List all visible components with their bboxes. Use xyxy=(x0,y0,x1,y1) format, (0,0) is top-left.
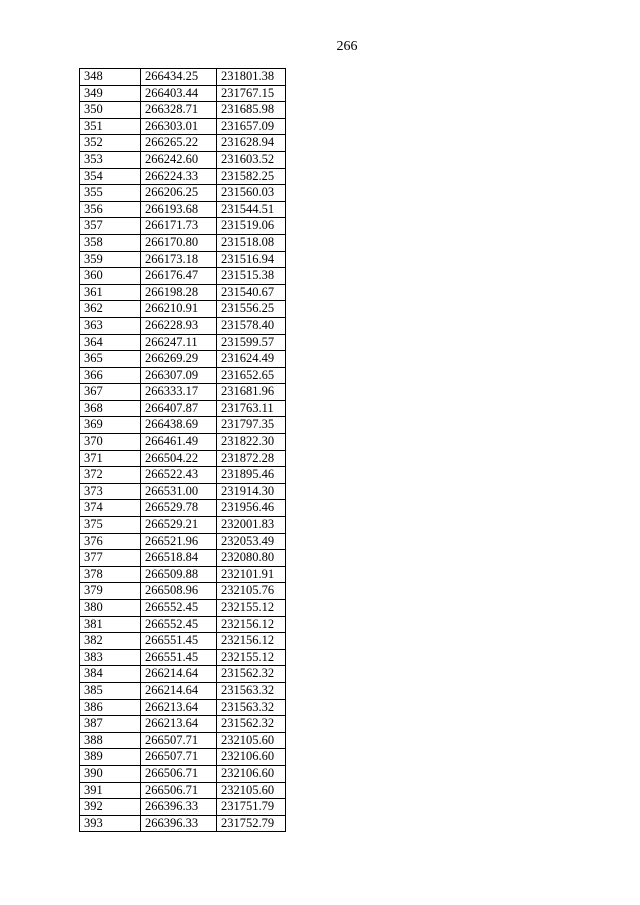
table-row xyxy=(80,600,286,617)
point-number-cell: 376 xyxy=(80,533,141,550)
point-number-cell: 381 xyxy=(80,616,141,633)
point-number-cell: 358 xyxy=(80,234,141,251)
x-coordinate-cell: 266522.43 xyxy=(141,467,217,484)
table-row xyxy=(80,500,286,517)
y-coordinate-cell: 231895.46 xyxy=(217,467,286,484)
point-number-cell: 350 xyxy=(80,102,141,119)
point-number-cell: 364 xyxy=(80,334,141,351)
x-coordinate-cell: 266506.71 xyxy=(141,765,217,782)
y-coordinate-cell: 232053.49 xyxy=(217,533,286,550)
y-coordinate-cell: 231801.38 xyxy=(217,69,286,86)
y-coordinate-cell: 232156.12 xyxy=(217,616,286,633)
x-coordinate-cell: 266328.71 xyxy=(141,102,217,119)
x-coordinate-cell: 266193.68 xyxy=(141,201,217,218)
table-row xyxy=(80,417,286,434)
point-number-cell: 392 xyxy=(80,799,141,816)
x-coordinate-cell: 266529.21 xyxy=(141,517,217,534)
x-coordinate-cell: 266170.80 xyxy=(141,234,217,251)
x-coordinate-cell: 266529.78 xyxy=(141,500,217,517)
x-coordinate-cell: 266213.64 xyxy=(141,699,217,716)
point-number-cell: 357 xyxy=(80,218,141,235)
point-number-cell: 356 xyxy=(80,201,141,218)
point-number-cell: 371 xyxy=(80,450,141,467)
table-row xyxy=(80,118,286,135)
y-coordinate-cell: 231599.57 xyxy=(217,334,286,351)
y-coordinate-cell: 231560.03 xyxy=(217,185,286,202)
y-coordinate-cell: 231751.79 xyxy=(217,799,286,816)
table-row xyxy=(80,234,286,251)
x-coordinate-cell: 266407.87 xyxy=(141,400,217,417)
x-coordinate-cell: 266214.64 xyxy=(141,682,217,699)
x-coordinate-cell: 266507.71 xyxy=(141,749,217,766)
table-row xyxy=(80,517,286,534)
table-row xyxy=(80,566,286,583)
point-number-cell: 391 xyxy=(80,782,141,799)
table-row xyxy=(80,782,286,799)
y-coordinate-cell: 232101.91 xyxy=(217,566,286,583)
point-number-cell: 384 xyxy=(80,666,141,683)
x-coordinate-cell: 266531.00 xyxy=(141,483,217,500)
x-coordinate-cell: 266173.18 xyxy=(141,251,217,268)
table-row xyxy=(80,400,286,417)
x-coordinate-cell: 266504.22 xyxy=(141,450,217,467)
table-row xyxy=(80,317,286,334)
y-coordinate-cell: 231578.40 xyxy=(217,317,286,334)
x-coordinate-cell: 266551.45 xyxy=(141,649,217,666)
point-number-cell: 379 xyxy=(80,583,141,600)
point-number-cell: 354 xyxy=(80,168,141,185)
x-coordinate-cell: 266518.84 xyxy=(141,550,217,567)
y-coordinate-cell: 231752.79 xyxy=(217,815,286,832)
table-row xyxy=(80,218,286,235)
table-row xyxy=(80,533,286,550)
y-coordinate-cell: 231763.11 xyxy=(217,400,286,417)
y-coordinate-cell: 231515.38 xyxy=(217,268,286,285)
table-row xyxy=(80,201,286,218)
y-coordinate-cell: 231822.30 xyxy=(217,434,286,451)
point-number-cell: 349 xyxy=(80,85,141,102)
point-number-cell: 353 xyxy=(80,151,141,168)
x-coordinate-cell: 266508.96 xyxy=(141,583,217,600)
x-coordinate-cell: 266206.25 xyxy=(141,185,217,202)
x-coordinate-cell: 266242.60 xyxy=(141,151,217,168)
table-row xyxy=(80,135,286,152)
y-coordinate-cell: 231797.35 xyxy=(217,417,286,434)
table-row xyxy=(80,69,286,86)
y-coordinate-cell: 232080.80 xyxy=(217,550,286,567)
x-coordinate-cell: 266521.96 xyxy=(141,533,217,550)
x-coordinate-cell: 266333.17 xyxy=(141,384,217,401)
table-row xyxy=(80,716,286,733)
table-row xyxy=(80,168,286,185)
x-coordinate-cell: 266198.28 xyxy=(141,284,217,301)
point-number-cell: 367 xyxy=(80,384,141,401)
x-coordinate-cell: 266403.44 xyxy=(141,85,217,102)
table-row xyxy=(80,616,286,633)
y-coordinate-cell: 232106.60 xyxy=(217,749,286,766)
y-coordinate-cell: 232106.60 xyxy=(217,765,286,782)
x-coordinate-cell: 266214.64 xyxy=(141,666,217,683)
table-row xyxy=(80,367,286,384)
y-coordinate-cell: 232105.60 xyxy=(217,782,286,799)
table-row xyxy=(80,550,286,567)
x-coordinate-cell: 266552.45 xyxy=(141,616,217,633)
point-number-cell: 380 xyxy=(80,600,141,617)
coordinates-table-body xyxy=(80,69,286,832)
y-coordinate-cell: 232155.12 xyxy=(217,600,286,617)
table-row xyxy=(80,732,286,749)
point-number-cell: 373 xyxy=(80,483,141,500)
point-number-cell: 386 xyxy=(80,699,141,716)
point-number-cell: 361 xyxy=(80,284,141,301)
y-coordinate-cell: 231516.94 xyxy=(217,251,286,268)
point-number-cell: 366 xyxy=(80,367,141,384)
x-coordinate-cell: 266438.69 xyxy=(141,417,217,434)
point-number-cell: 374 xyxy=(80,500,141,517)
x-coordinate-cell: 266307.09 xyxy=(141,367,217,384)
y-coordinate-cell: 231556.25 xyxy=(217,301,286,318)
x-coordinate-cell: 266210.91 xyxy=(141,301,217,318)
y-coordinate-cell: 231518.08 xyxy=(217,234,286,251)
y-coordinate-cell: 231624.49 xyxy=(217,351,286,368)
y-coordinate-cell: 231603.52 xyxy=(217,151,286,168)
x-coordinate-cell: 266265.22 xyxy=(141,135,217,152)
y-coordinate-cell: 231544.51 xyxy=(217,201,286,218)
table-row xyxy=(80,284,286,301)
point-number-cell: 388 xyxy=(80,732,141,749)
point-number-cell: 362 xyxy=(80,301,141,318)
y-coordinate-cell: 231652.65 xyxy=(217,367,286,384)
x-coordinate-cell: 266224.33 xyxy=(141,168,217,185)
y-coordinate-cell: 231956.46 xyxy=(217,500,286,517)
y-coordinate-cell: 231628.94 xyxy=(217,135,286,152)
table-row xyxy=(80,799,286,816)
y-coordinate-cell: 231563.32 xyxy=(217,682,286,699)
x-coordinate-cell: 266509.88 xyxy=(141,566,217,583)
table-row xyxy=(80,268,286,285)
y-coordinate-cell: 231582.25 xyxy=(217,168,286,185)
point-number-cell: 372 xyxy=(80,467,141,484)
y-coordinate-cell: 231519.06 xyxy=(217,218,286,235)
table-row xyxy=(80,185,286,202)
point-number-cell: 368 xyxy=(80,400,141,417)
y-coordinate-cell: 232001.83 xyxy=(217,517,286,534)
y-coordinate-cell: 231685.98 xyxy=(217,102,286,119)
point-number-cell: 351 xyxy=(80,118,141,135)
coordinates-table xyxy=(79,68,286,832)
point-number-cell: 359 xyxy=(80,251,141,268)
page-number: 266 xyxy=(336,39,358,54)
x-coordinate-cell: 266228.93 xyxy=(141,317,217,334)
table-row xyxy=(80,749,286,766)
x-coordinate-cell: 266396.33 xyxy=(141,815,217,832)
y-coordinate-cell: 231872.28 xyxy=(217,450,286,467)
point-number-cell: 378 xyxy=(80,566,141,583)
point-number-cell: 389 xyxy=(80,749,141,766)
point-number-cell: 383 xyxy=(80,649,141,666)
x-coordinate-cell: 266396.33 xyxy=(141,799,217,816)
table-row xyxy=(80,384,286,401)
table-row xyxy=(80,765,286,782)
table-row xyxy=(80,467,286,484)
y-coordinate-cell: 231562.32 xyxy=(217,666,286,683)
table-row xyxy=(80,151,286,168)
y-coordinate-cell: 231767.15 xyxy=(217,85,286,102)
y-coordinate-cell: 231540.67 xyxy=(217,284,286,301)
point-number-cell: 387 xyxy=(80,716,141,733)
point-number-cell: 393 xyxy=(80,815,141,832)
x-coordinate-cell: 266171.73 xyxy=(141,218,217,235)
x-coordinate-cell: 266434.25 xyxy=(141,69,217,86)
table-row xyxy=(80,682,286,699)
table-row xyxy=(80,334,286,351)
point-number-cell: 375 xyxy=(80,517,141,534)
point-number-cell: 348 xyxy=(80,69,141,86)
point-number-cell: 363 xyxy=(80,317,141,334)
y-coordinate-cell: 232156.12 xyxy=(217,633,286,650)
table-row xyxy=(80,450,286,467)
y-coordinate-cell: 231681.96 xyxy=(217,384,286,401)
x-coordinate-cell: 266552.45 xyxy=(141,600,217,617)
table-row xyxy=(80,815,286,832)
x-coordinate-cell: 266551.45 xyxy=(141,633,217,650)
y-coordinate-cell: 231563.32 xyxy=(217,699,286,716)
x-coordinate-cell: 266506.71 xyxy=(141,782,217,799)
point-number-cell: 352 xyxy=(80,135,141,152)
table-row xyxy=(80,649,286,666)
point-number-cell: 369 xyxy=(80,417,141,434)
table-row xyxy=(80,633,286,650)
point-number-cell: 355 xyxy=(80,185,141,202)
x-coordinate-cell: 266247.11 xyxy=(141,334,217,351)
y-coordinate-cell: 231562.32 xyxy=(217,716,286,733)
table-row xyxy=(80,301,286,318)
x-coordinate-cell: 266461.49 xyxy=(141,434,217,451)
table-row xyxy=(80,483,286,500)
x-coordinate-cell: 266507.71 xyxy=(141,732,217,749)
point-number-cell: 390 xyxy=(80,765,141,782)
point-number-cell: 360 xyxy=(80,268,141,285)
point-number-cell: 370 xyxy=(80,434,141,451)
point-number-cell: 365 xyxy=(80,351,141,368)
y-coordinate-cell: 231657.09 xyxy=(217,118,286,135)
table-row xyxy=(80,251,286,268)
table-row xyxy=(80,85,286,102)
x-coordinate-cell: 266303.01 xyxy=(141,118,217,135)
point-number-cell: 382 xyxy=(80,633,141,650)
table-row xyxy=(80,699,286,716)
x-coordinate-cell: 266269.29 xyxy=(141,351,217,368)
y-coordinate-cell: 232155.12 xyxy=(217,649,286,666)
table-row xyxy=(80,434,286,451)
y-coordinate-cell: 232105.76 xyxy=(217,583,286,600)
point-number-cell: 377 xyxy=(80,550,141,567)
y-coordinate-cell: 232105.60 xyxy=(217,732,286,749)
table-row xyxy=(80,583,286,600)
x-coordinate-cell: 266213.64 xyxy=(141,716,217,733)
table-row xyxy=(80,666,286,683)
point-number-cell: 385 xyxy=(80,682,141,699)
table-row xyxy=(80,102,286,119)
table-row xyxy=(80,351,286,368)
x-coordinate-cell: 266176.47 xyxy=(141,268,217,285)
y-coordinate-cell: 231914.30 xyxy=(217,483,286,500)
